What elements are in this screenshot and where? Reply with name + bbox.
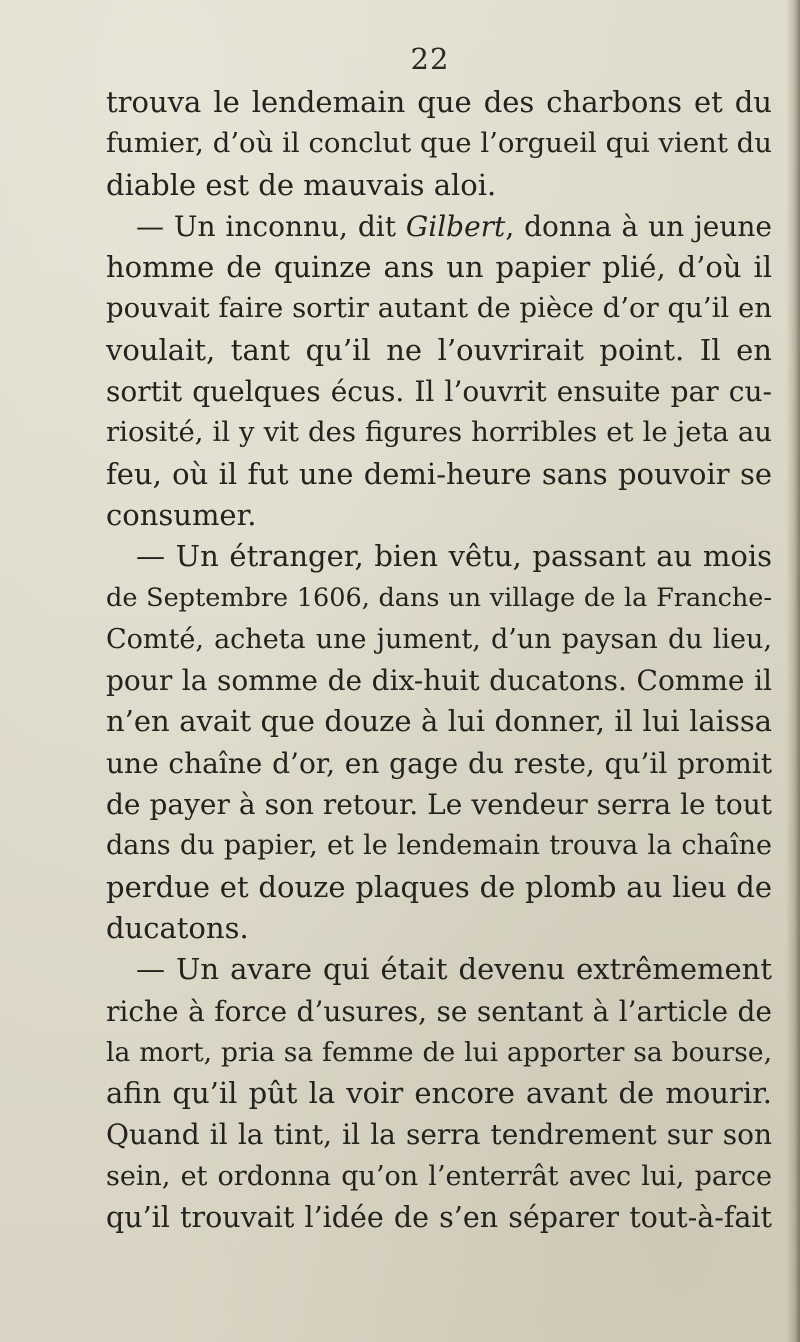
text-line: Quand il la tint, il la serra tendrement sur son (106, 1118, 772, 1152)
page-number: 22 (410, 42, 450, 76)
text-line: feu, où il fut une demi-heure sans pouvoir se (106, 456, 772, 491)
text-line: — Un inconnu, dit Gilbert, donna à un jeune (136, 209, 772, 243)
page-edge-shadow (786, 0, 800, 1342)
text-line: ducatons. (106, 910, 249, 945)
paragraph (106, 536, 772, 949)
text-line: trouva le lendemain que des charbons et du (106, 85, 772, 119)
text-line: afin qu’il pût la voir encore avant de mourir. (106, 1076, 772, 1111)
text-line: perdue et douze plaques de plomb au lieu de (106, 869, 772, 904)
text-line: qu’il trouvait l’idée de s’en séparer tout-à-fait (106, 1201, 772, 1235)
text-line: une chaîne d’or, en gage du reste, qu’il promit (106, 746, 772, 780)
italic-name: Gilbert (405, 209, 506, 243)
paragraph (106, 949, 772, 1238)
text-line: de Septembre 1606, dans un village de la Franche- (106, 582, 772, 613)
text-line: fumier, d’où il conclut que l’orgueil qui vient du (106, 127, 772, 160)
text-line: la mort, pria sa femme de lui apporter sa bourse, (106, 1036, 772, 1068)
text-line: Comté, acheta une jument, d’un paysan du lieu, (106, 623, 772, 655)
text-line: n’en avait que douze à lui donner, il lui laissa (106, 704, 772, 739)
text-line: riche à force d’usures, se sentant à l’article de (106, 994, 772, 1028)
paragraph (106, 82, 772, 206)
text-line: — Un étranger, bien vêtu, passant au mois (136, 539, 772, 574)
text-line: riosité, il y vit des figures horribles et le jeta au (106, 416, 772, 449)
text-line: diable est de mauvais aloi. (106, 167, 497, 202)
text-line: dans du papier, et le lendemain trouva la chaîne (106, 830, 772, 862)
text-line: pour la somme de dix-huit ducatons. Comme il (106, 664, 772, 698)
text-line: homme de quinze ans un papier plié, d’où il (106, 250, 772, 285)
text-line: pouvait faire sortir autant de pièce d’or qu’il en (106, 292, 772, 325)
text-line: consumer. (106, 497, 257, 532)
text-line: voulait, tant qu’il ne l’ouvrirait point. Il en (106, 332, 772, 367)
body-text (106, 82, 772, 1238)
paragraph (106, 206, 772, 536)
text-line: sortit quelques écus. Il l’ouvrit ensuite par cu- (106, 375, 772, 409)
text-line: sein, et ordonna qu’on l’enterrât avec lui, parce (106, 1160, 772, 1192)
text-line: de payer à son retour. Le vendeur serra le tout (106, 788, 772, 822)
text-line: — Un avare qui était devenu extrêmement (136, 952, 772, 987)
